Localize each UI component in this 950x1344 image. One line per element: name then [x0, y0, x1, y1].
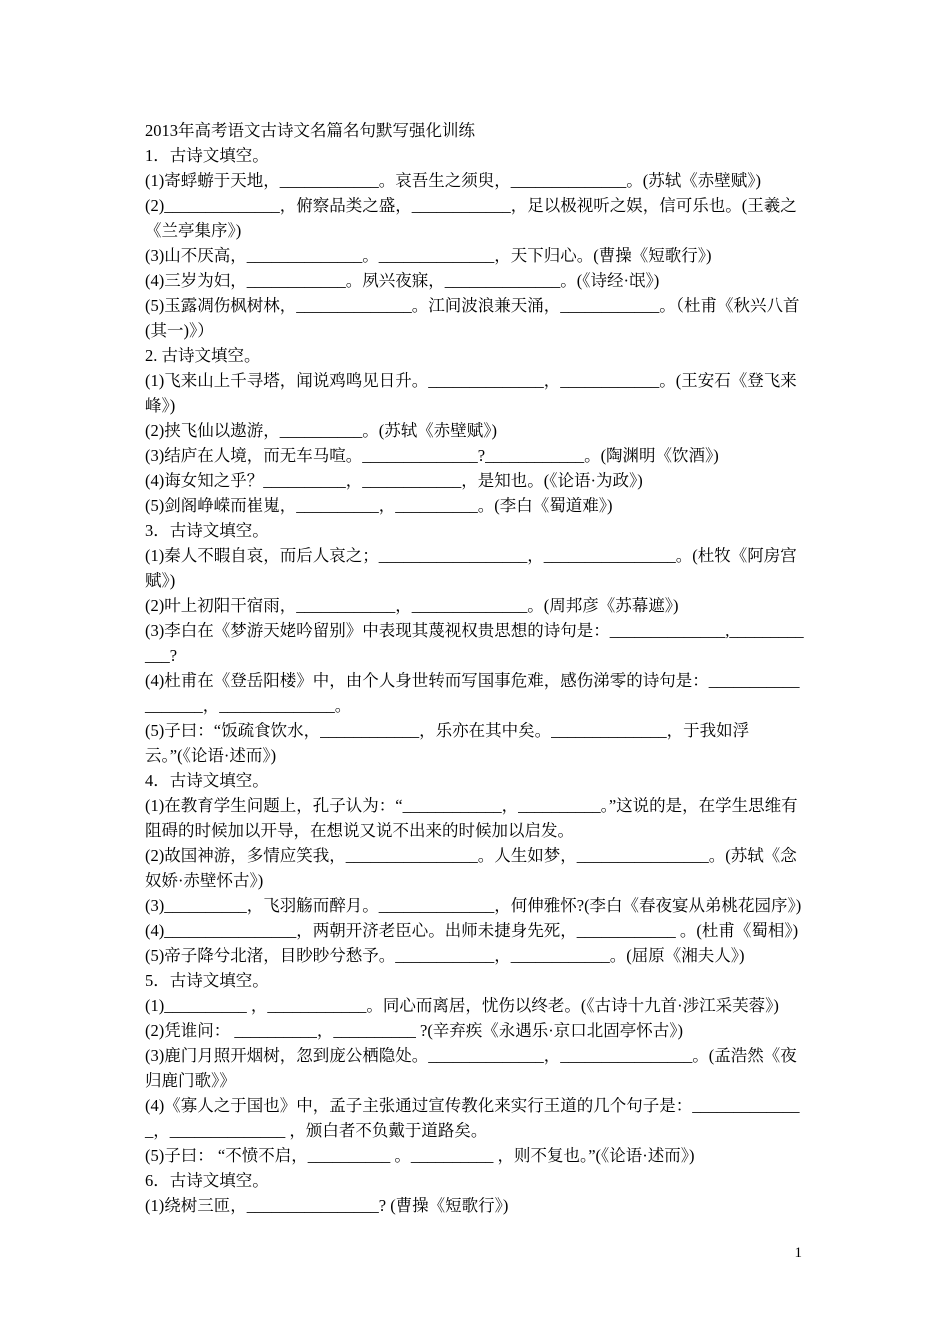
question-item-1-1: (1)寄蜉蝣于天地，____________。哀吾生之须臾，______________。(苏轼《赤壁赋》) — [145, 171, 761, 190]
question-item-1-5: (5)玉露凋伤枫树林，______________。江间波浪兼天涌，____________。（杜甫《秋兴八首(其一)》） — [145, 296, 800, 340]
question-item-5-3: (3)鹿门月照开烟树，忽到庞公栖隐处。______________，________________。(孟浩然《夜归鹿门歌》》 — [145, 1046, 797, 1090]
question-item-2-3: (3)结庐在人境，而无车马喧。______________?____________。(陶渊明《饮酒》) — [145, 446, 719, 465]
question-item-3-1: (1)秦人不暇自哀，而后人哀之；__________________，________________。(杜牧《阿房宫赋》) — [145, 546, 797, 590]
section-4-heading: 4．古诗文填空。 — [145, 771, 269, 790]
question-item-3-4: (4)杜甫在《登岳阳楼》中，由个人身世转而写国事危难，感伤涕零的诗句是：__________________，______________。 — [145, 671, 800, 715]
question-item-3-2: (2)叶上初阳干宿雨，____________，______________。(周邦彦《苏幕遮》) — [145, 596, 679, 615]
section-3-heading: 3．古诗文填空。 — [145, 521, 269, 540]
section-6-heading: 6．古诗文填空。 — [145, 1171, 269, 1190]
question-item-4-4: (4)________________，两朝开济老臣心。出师未捷身先死，____________ 。(杜甫《蜀相》) — [145, 921, 799, 940]
question-item-1-3: (3)山不厌高，______________。______________，天下归心。(曹操《短歌行》) — [145, 246, 712, 265]
question-item-5-1: (1)__________ ，____________。同心而离居，忧伤以终老。(《古诗十九首·涉江采芙蓉》) — [145, 996, 779, 1015]
question-item-3-3: (3)李白在《梦游天姥吟留别》中表现其蔑视权贵思想的诗句是：______________,____________? — [145, 621, 804, 665]
question-item-2-2: (2)挟飞仙以遨游，__________。(苏轼《赤壁赋》) — [145, 421, 497, 440]
document-body — [145, 118, 807, 1218]
question-item-5-5: (5)子曰： “不愤不启，__________ 。__________ ，则不复也。”(《论语·述而》) — [145, 1146, 695, 1165]
question-item-2-1: (1)飞来山上千寻塔，闻说鸡鸣见日升。______________，____________。(王安石《登飞来峰》) — [145, 371, 797, 415]
page-number: 1 — [794, 1245, 802, 1261]
question-item-6-1: (1)绕树三匝，________________? (曹操《短歌行》) — [145, 1196, 509, 1215]
question-item-1-2: (2)______________，俯察品类之盛，____________，足以极视听之娱，信可乐也。(王羲之《兰亭集序》) — [145, 196, 797, 240]
question-item-4-5: (5)帝子降兮北渚，目眇眇兮愁予。____________，____________。(屈原《湘夫人》) — [145, 946, 745, 965]
document-title: 2013年高考语文古诗文名篇名句默写强化训练 — [145, 121, 475, 140]
question-item-2-4: (4)诲女知之乎？__________，____________，是知也。(《论语·为政》) — [145, 471, 643, 490]
section-1-heading: 1．古诗文填空。 — [145, 146, 269, 165]
question-item-4-1: (1)在教育学生问题上，孔子认为：“____________，__________。”这说的是，在学生思维有阻碍的时候加以开导，在想说又说不出来的时候加以启发。 — [145, 796, 798, 840]
section-5-heading: 5．古诗文填空。 — [145, 971, 269, 990]
question-item-5-4: (4)《寡人之于国也》中，孟子主张通过宣传教化来实行王道的几个句子是：______________，______________ ，颁白者不负戴于道路矣。 — [145, 1096, 800, 1140]
question-item-1-4: (4)三岁为妇，____________。夙兴夜寐，______________。(《诗经·氓》) — [145, 271, 660, 290]
question-item-2-5: (5)剑阁峥嵘而崔嵬，__________，__________。(李白《蜀道难》) — [145, 496, 613, 515]
question-item-3-5: (5)子曰：“饭疏食饮水，____________，乐亦在其中矣。______________，于我如浮云。”(《论语·述而》) — [145, 721, 750, 765]
question-item-4-2: (2)故国神游，多情应笑我，________________。人生如梦，________________。(苏轼《念奴娇·赤壁怀古》) — [145, 846, 797, 890]
question-item-5-2: (2)凭谁问： __________，__________ ?(辛弃疾《永遇乐·京口北固亭怀古》) — [145, 1021, 684, 1040]
question-item-4-3: (3)__________，飞羽觞而醉月。______________，何伸雅怀?(李白《春夜宴从弟桃花园序》) — [145, 896, 802, 915]
section-2-heading: 2. 古诗文填空。 — [145, 346, 261, 365]
